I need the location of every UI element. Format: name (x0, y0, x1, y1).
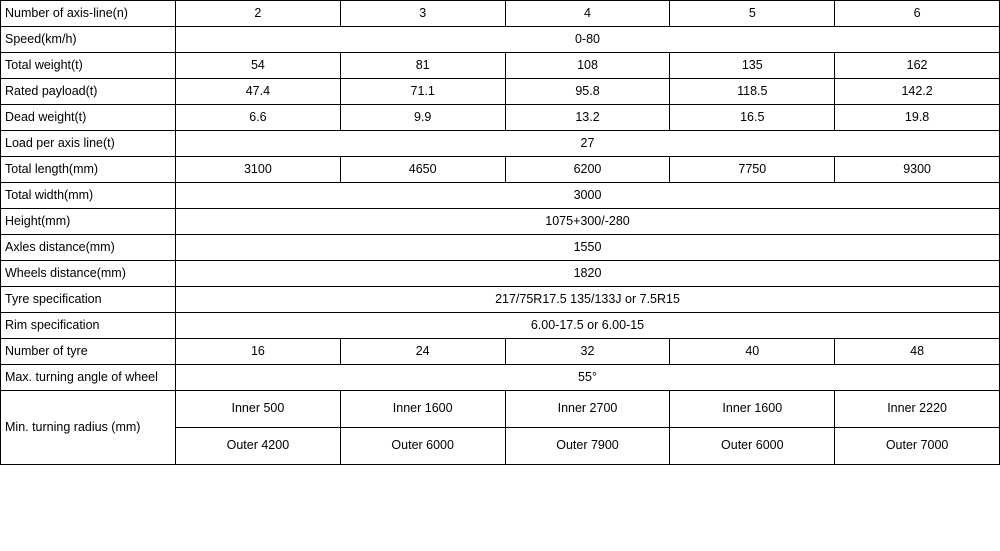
cell-value: 108 (505, 53, 670, 79)
cell-value: 40 (670, 339, 835, 365)
cell-value-merged: 55° (176, 365, 1000, 391)
cell-value: 6.6 (176, 105, 341, 131)
row-label: Speed(km/h) (1, 27, 176, 53)
cell-value: 118.5 (670, 79, 835, 105)
cell-value-merged: 1550 (176, 235, 1000, 261)
row-label: Number of axis-line(n) (1, 1, 176, 27)
table-row (1, 157, 1000, 183)
cell-value-merged: 1075+300/-280 (176, 209, 1000, 235)
row-label: Axles distance(mm) (1, 235, 176, 261)
row-label: Tyre specification (1, 287, 176, 313)
cell-value: Inner 1600 (340, 391, 505, 428)
cell-value: 135 (670, 53, 835, 79)
cell-value-merged: 27 (176, 131, 1000, 157)
cell-value-merged: 0-80 (176, 27, 1000, 53)
row-label: Min. turning radius (mm) (1, 391, 176, 465)
cell-value: 2 (176, 1, 341, 27)
cell-value: 24 (340, 339, 505, 365)
cell-value: 5 (670, 1, 835, 27)
cell-value: 7750 (670, 157, 835, 183)
table-row (1, 365, 1000, 391)
row-label: Wheels distance(mm) (1, 261, 176, 287)
row-label: Rim specification (1, 313, 176, 339)
row-label: Dead weight(t) (1, 105, 176, 131)
row-label: Total weight(t) (1, 53, 176, 79)
table-row (1, 287, 1000, 313)
cell-value: Inner 2220 (835, 391, 1000, 428)
page-blank-area (0, 465, 1000, 551)
cell-value: 6 (835, 1, 1000, 27)
cell-value: 162 (835, 53, 1000, 79)
cell-value: 16 (176, 339, 341, 365)
row-label: Load per axis line(t) (1, 131, 176, 157)
table-row (1, 105, 1000, 131)
cell-value: 95.8 (505, 79, 670, 105)
cell-value: Outer 6000 (340, 428, 505, 465)
row-label: Height(mm) (1, 209, 176, 235)
cell-value: Inner 2700 (505, 391, 670, 428)
cell-value: 9.9 (340, 105, 505, 131)
cell-value: 142.2 (835, 79, 1000, 105)
cell-value: 32 (505, 339, 670, 365)
cell-value-merged: 3000 (176, 183, 1000, 209)
cell-value: 4650 (340, 157, 505, 183)
cell-value: Inner 1600 (670, 391, 835, 428)
cell-value: 81 (340, 53, 505, 79)
cell-value: Outer 6000 (670, 428, 835, 465)
table-row (1, 391, 1000, 428)
cell-value: 9300 (835, 157, 1000, 183)
table-row (1, 313, 1000, 339)
table-row (1, 261, 1000, 287)
cell-value-merged: 6.00-17.5 or 6.00-15 (176, 313, 1000, 339)
row-label: Total width(mm) (1, 183, 176, 209)
cell-value: Outer 4200 (176, 428, 341, 465)
cell-value: 47.4 (176, 79, 341, 105)
table-row (1, 131, 1000, 157)
cell-value: Outer 7000 (835, 428, 1000, 465)
table-row (1, 1, 1000, 27)
table-row (1, 339, 1000, 365)
cell-value: Outer 7900 (505, 428, 670, 465)
cell-value: 71.1 (340, 79, 505, 105)
table-body (1, 1, 1000, 465)
cell-value: 16.5 (670, 105, 835, 131)
cell-value: Inner 500 (176, 391, 341, 428)
table-row (1, 209, 1000, 235)
table-row (1, 183, 1000, 209)
row-label: Rated payload(t) (1, 79, 176, 105)
row-label: Max. turning angle of wheel (1, 365, 176, 391)
cell-value-merged: 1820 (176, 261, 1000, 287)
cell-value: 48 (835, 339, 1000, 365)
table-row (1, 53, 1000, 79)
cell-value: 3 (340, 1, 505, 27)
cell-value: 19.8 (835, 105, 1000, 131)
cell-value-merged: 217/75R17.5 135/133J or 7.5R15 (176, 287, 1000, 313)
cell-value: 3100 (176, 157, 341, 183)
row-label: Total length(mm) (1, 157, 176, 183)
table-row (1, 79, 1000, 105)
cell-value: 6200 (505, 157, 670, 183)
table-row (1, 27, 1000, 53)
cell-value: 13.2 (505, 105, 670, 131)
cell-value: 4 (505, 1, 670, 27)
cell-value: 54 (176, 53, 341, 79)
row-label: Number of tyre (1, 339, 176, 365)
table-row (1, 235, 1000, 261)
